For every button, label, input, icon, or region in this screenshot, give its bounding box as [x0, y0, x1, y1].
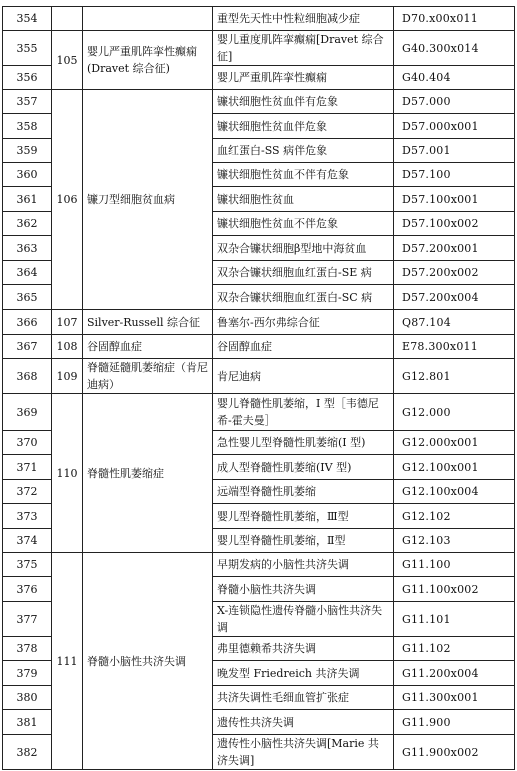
serial-number-cell: 362 [3, 212, 52, 236]
serial-number-cell: 370 [3, 431, 52, 455]
diagnosis-code-cell: G11.900 [394, 710, 515, 735]
diagnosis-name-cell: 遗传性小脑性共济失调[Marie 共济失调] [213, 735, 394, 770]
table-row [3, 394, 515, 431]
table-row [3, 335, 515, 359]
diagnosis-name-cell: 弗里德赖希共济失调 [213, 637, 394, 661]
disease-number-cell: 106 [52, 90, 83, 310]
disease-name-cell: 谷固醇血症 [83, 335, 213, 359]
disease-name-cell: 脊髓小脑性共济失调 [83, 553, 213, 770]
diagnosis-name-cell: 婴儿严重肌阵挛性癫痫 [213, 66, 394, 90]
diagnosis-name-cell: 婴儿重度肌阵挛癫痫[Dravet 综合征] [213, 31, 394, 66]
serial-number-cell: 365 [3, 285, 52, 310]
serial-number-cell: 363 [3, 236, 52, 261]
diagnosis-name-cell: 婴儿脊髓性肌萎缩，I 型［韦德尼希-霍夫曼］ [213, 394, 394, 431]
diagnosis-name-cell: 双杂合镰状细胞血红蛋白-SE 病 [213, 261, 394, 285]
diagnosis-name-cell: 婴儿型脊髓性肌萎缩，Ⅱ型 [213, 529, 394, 553]
diagnosis-code-cell: G12.100x004 [394, 480, 515, 504]
diagnosis-code-cell: G11.900x002 [394, 735, 515, 770]
diagnosis-code-cell: G12.102 [394, 504, 515, 529]
disease-name-cell: 镰刀型细胞贫血病 [83, 90, 213, 310]
diagnosis-code-cell: D57.100x002 [394, 212, 515, 236]
diagnosis-name-cell: 急性婴儿型脊髓性肌萎缩(I 型) [213, 431, 394, 455]
diagnosis-code-cell: G11.101 [394, 602, 515, 637]
serial-number-cell: 376 [3, 577, 52, 602]
table-row [3, 31, 515, 66]
diagnosis-code-cell: G12.000 [394, 394, 515, 431]
diagnosis-code-cell: G11.300x001 [394, 686, 515, 710]
serial-number-cell: 380 [3, 686, 52, 710]
table-row [3, 7, 515, 31]
diagnosis-code-cell: D57.200x001 [394, 236, 515, 261]
serial-number-cell: 368 [3, 359, 52, 394]
diagnosis-code-cell: G40.300x014 [394, 31, 515, 66]
disease-name-cell: 婴儿严重肌阵挛性癫痫(Dravet 综合征) [83, 31, 213, 90]
serial-number-cell: 382 [3, 735, 52, 770]
serial-number-cell: 375 [3, 553, 52, 577]
disease-number-cell: 110 [52, 394, 83, 553]
serial-number-cell: 379 [3, 661, 52, 686]
serial-number-cell: 355 [3, 31, 52, 66]
disease-number-cell: 109 [52, 359, 83, 394]
diagnosis-name-cell: 成人型脊髓性肌萎缩(IV 型) [213, 455, 394, 480]
diagnosis-code-cell: D57.200x002 [394, 261, 515, 285]
diagnosis-code-cell: G12.100x001 [394, 455, 515, 480]
disease-number-cell: 108 [52, 335, 83, 359]
table-row [3, 90, 515, 114]
serial-number-cell: 364 [3, 261, 52, 285]
diagnosis-code-cell: D70.x00x011 [394, 7, 515, 31]
diagnosis-code-cell: D57.100 [394, 163, 515, 187]
diagnosis-code-cell: G12.801 [394, 359, 515, 394]
diagnosis-code-cell: E78.300x011 [394, 335, 515, 359]
diagnosis-name-cell: 双杂合镰状细胞β型地中海贫血 [213, 236, 394, 261]
table-row [3, 553, 515, 577]
disease-number-cell: 111 [52, 553, 83, 770]
diagnosis-name-cell: 晚发型 Friedreich 共济失调 [213, 661, 394, 686]
diagnosis-name-cell: 鲁塞尔-西尔弗综合征 [213, 310, 394, 335]
serial-number-cell: 374 [3, 529, 52, 553]
diagnosis-name-cell: 脊髓小脑性共济失调 [213, 577, 394, 602]
diagnosis-name-cell: 婴儿型脊髓性肌萎缩，Ⅲ型 [213, 504, 394, 529]
serial-number-cell: 354 [3, 7, 52, 31]
diagnosis-name-cell: 血红蛋白-SS 病伴危象 [213, 139, 394, 163]
table-body [3, 7, 515, 770]
diagnosis-name-cell: 遗传性共济失调 [213, 710, 394, 735]
diagnosis-code-cell: G11.100 [394, 553, 515, 577]
diagnosis-code-cell: G12.103 [394, 529, 515, 553]
diagnosis-name-cell: 镰状细胞性贫血不伴有危象 [213, 163, 394, 187]
serial-number-cell: 378 [3, 637, 52, 661]
diagnosis-code-cell: D57.000 [394, 90, 515, 114]
serial-number-cell: 377 [3, 602, 52, 637]
disease-name-cell: Silver-Russell 综合征 [83, 310, 213, 335]
serial-number-cell: 381 [3, 710, 52, 735]
diagnosis-name-cell: 镰状细胞性贫血伴有危象 [213, 90, 394, 114]
disease-name-cell: 脊髓性肌萎缩症 [83, 394, 213, 553]
serial-number-cell: 360 [3, 163, 52, 187]
disease-name-cell: 脊髓延髓肌萎缩症（肯尼迪病） [83, 359, 213, 394]
disease-number-cell: 105 [52, 31, 83, 90]
diagnosis-name-cell: X-连锁隐性遗传脊髓小脑性共济失调 [213, 602, 394, 637]
diagnosis-code-cell: D57.001 [394, 139, 515, 163]
diagnosis-code-cell: D57.100x001 [394, 187, 515, 212]
serial-number-cell: 372 [3, 480, 52, 504]
serial-number-cell: 369 [3, 394, 52, 431]
diagnosis-name-cell: 谷固醇血症 [213, 335, 394, 359]
table-row [3, 359, 515, 394]
disease-number-cell: 107 [52, 310, 83, 335]
diagnosis-name-cell: 双杂合镰状细胞血红蛋白-SC 病 [213, 285, 394, 310]
diagnosis-code-cell: D57.200x004 [394, 285, 515, 310]
diagnosis-code-cell: D57.000x001 [394, 114, 515, 139]
disease-number-cell [52, 7, 83, 31]
serial-number-cell: 367 [3, 335, 52, 359]
serial-number-cell: 366 [3, 310, 52, 335]
serial-number-cell: 359 [3, 139, 52, 163]
diagnosis-name-cell: 共济失调性毛细血管扩张症 [213, 686, 394, 710]
diagnosis-name-cell: 重型先天性中性粒细胞减少症 [213, 7, 394, 31]
diagnosis-code-cell: Q87.104 [394, 310, 515, 335]
diagnosis-name-cell: 早期发病的小脑性共济失调 [213, 553, 394, 577]
diagnosis-code-cell: G12.000x001 [394, 431, 515, 455]
serial-number-cell: 357 [3, 90, 52, 114]
serial-number-cell: 358 [3, 114, 52, 139]
diagnosis-name-cell: 镰状细胞性贫血不伴危象 [213, 212, 394, 236]
serial-number-cell: 356 [3, 66, 52, 90]
diagnosis-name-cell: 远端型脊髓性肌萎缩 [213, 480, 394, 504]
diagnosis-name-cell: 镰状细胞性贫血伴危象 [213, 114, 394, 139]
serial-number-cell: 373 [3, 504, 52, 529]
diagnosis-code-cell: G11.100x002 [394, 577, 515, 602]
disease-code-table [2, 6, 515, 770]
diagnosis-code-cell: G11.200x004 [394, 661, 515, 686]
disease-name-cell [83, 7, 213, 31]
serial-number-cell: 371 [3, 455, 52, 480]
serial-number-cell: 361 [3, 187, 52, 212]
diagnosis-name-cell: 镰状细胞性贫血 [213, 187, 394, 212]
diagnosis-code-cell: G40.404 [394, 66, 515, 90]
table-row [3, 310, 515, 335]
diagnosis-name-cell: 肯尼迪病 [213, 359, 394, 394]
diagnosis-code-cell: G11.102 [394, 637, 515, 661]
